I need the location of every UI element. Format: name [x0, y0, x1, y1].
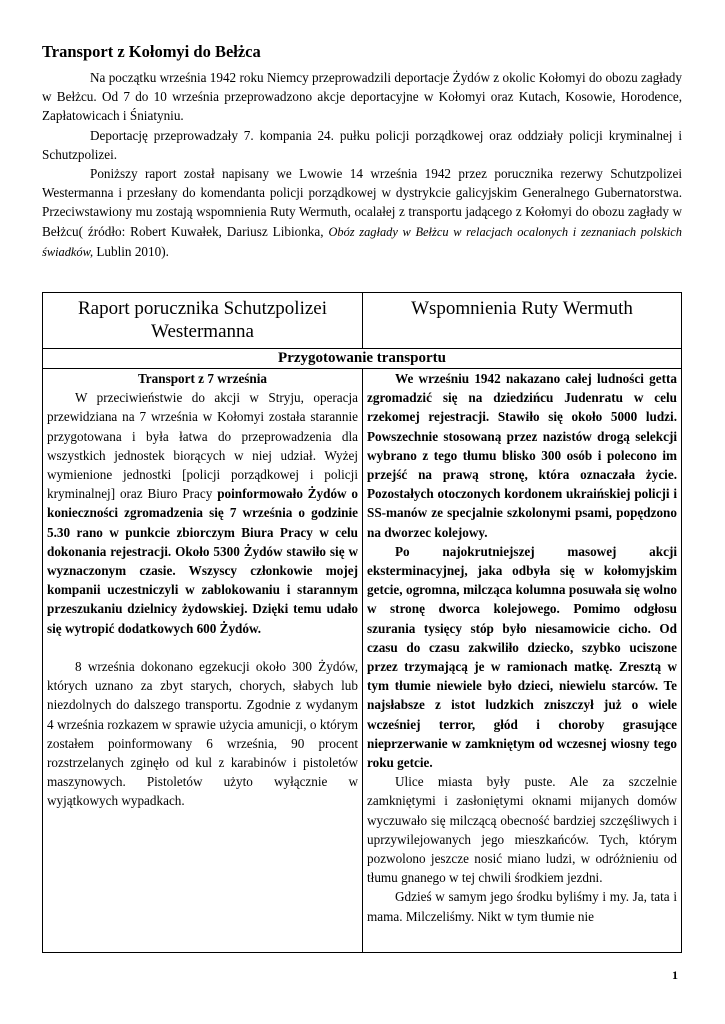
memoir-paragraph-1: [367, 369, 677, 542]
intro-paragraph-3-tail: Lublin 2010).: [93, 243, 169, 259]
report-paragraph-2: 8 września dokonano egzekucji około 300 Żydów, których uznano za zbyt starych, chorych, słabych lub niezdolnych do dalszego transportu. Zgodnie z wydanym 4 września rozkazem w sprawie użycia amunicji, o którym zostałem poinformowany 6 września, 90 procent rozstrzelanych zginęło od kul z karabinów i pistoletów maszynowych. Pistoletów użyto wyłącznie w wyjątkowych wypadkach.: [47, 659, 358, 809]
report-paragraph-1-normal: W przeciwieństwie do akcji w Stryju, operacja przewidziana na 7 września w Kołomyi została starannie przygotowana i była łatwa do przeprowadzenia dla wszystkich jednostek biorących w niej udział. Wyżej wymienione jednostki [policji porządkowej i policji kryminalnej] oraz Biuro Pracy: [47, 390, 358, 502]
section-title: Przygotowanie transportu: [43, 349, 682, 369]
report-text: [47, 369, 358, 952]
memoir-text: [367, 369, 677, 952]
column-header-report: Raport porucznika Schutzpolizei Westermanna: [43, 293, 363, 349]
intro-paragraph-3-main: Poniższy raport został napisany we Lwowie 14 września 1942 przez porucznika rezerwy Schutzpolizei Westermanna i przesłany do komendanta policji porządkowej w dystrykcie galicyjskim Generalnego Gubernatorstwa. Przeciwstawiony mu zostają wspomnienia Ruty Wermuth, ocalałej z transportu jadącego z Kołomyi do obozu zagłady w Bełżcu( źródło: Robert Kuwałek, Dariusz Libionka,: [42, 166, 682, 239]
intro-paragraph-3: [42, 164, 682, 262]
memoir-paragraph-3: Ulice miasta były puste. Ale za szczelnie zamkniętymi i zasłoniętymi oknami mijanych domów wyczuwało się milczącą obecność bardziej szczęśliwych i uprzywilejowanych jego mieszkańców. Tych, którym pozwolono jeszcze nosić miano ludzi, w odróżnieniu od tłumu gnanego w tej chwili środkiem jezdni.: [367, 774, 677, 886]
source-book-title: Obóz zagłady w Bełżcu w relacjach ocalonych i zeznaniach polskich świadków,: [42, 224, 682, 259]
report-column: [43, 369, 363, 953]
spacer: [47, 638, 358, 657]
intro-paragraph-1: Na początku września 1942 roku Niemcy przeprowadzili deportacje Żydów z okolic Kołomyi do obozu zagłady w Bełżcu. Od 7 do 10 września przeprowadzono akcje deportacyjne w Kołomyi oraz Kutach, Kosowie, Horodence, Zapłatowicach i Śniatyniu.: [42, 70, 682, 124]
memoir-column: [363, 369, 682, 953]
memoir-paragraph-1-bold: We wrześniu 1942 nakazano całej ludności getta zgromadzić się na dziedzińcu Judenratu w celu rzekomej rejestracji. Stawiło się około 5000 ludzi. Powszechnie stosowaną przez nazistów drogą selekcji wybrano z tego tłumu blisko 300 osób i polecono im przejść na prawą stronę, która oznaczała życie. Pozostałych otoczonych kordonem ukraińskiej policji i SS-manów ze specjalnie szkolonymi psami, popędzono na dworzec kolejowy.: [367, 371, 677, 540]
comparison-table: [42, 292, 682, 953]
memoir-paragraph-4: Gdzieś w samym jego środku byliśmy i my. Ja, tata i mama. Milczeliśmy. Nikt w tym tłumie nie: [367, 889, 677, 924]
intro-section: [42, 68, 682, 262]
document-title: Transport z Kołomyi do Bełżca: [42, 42, 261, 61]
intro-paragraph-2: Deportację przeprowadzały 7. kompania 24. pułku policji porządkowej oraz oddziały policji kryminalnej i Schutzpolizei.: [42, 127, 682, 162]
section-row: [43, 349, 682, 369]
report-paragraph-1: [47, 388, 358, 638]
table-body-row: [43, 369, 682, 953]
memoir-paragraph-2-bold: Po najokrutniejszej masowej akcji eksterminacyjnej, jaka odbyła się w kołomyjskim getcie, ogromna, milcząca kolumna posuwała się wolno w stronę dworca kolejowego. Pomimo odgłosu szurania tysięcy stóp było niesamowicie cicho. Od czasu do czasu zakwiliło dziecko, szybko uciszone przez trzymającą je w ramionach matkę. Zresztą w tym tłumie niewiele było dzieci, niewielu starców. Te najsłabsze z istot ludzkich zniszczył już o wiele wcześniej terror, głód i choroby grasujące nieprzerwanie w zamkniętym od wczesnej wiosny tego roku getcie.: [367, 543, 677, 771]
column-header-memoir: Wspomnienia Ruty Wermuth: [363, 293, 682, 349]
report-paragraph-1-bold: poinformowało Żydów o konieczności zgromadzenia się 7 września o godzinie 5.30 rano w punkcie zbiorczym Biura Pracy w celu dokonania rejestracji. Około 5300 Żydów stawiło się w wyznaczonym czasie. Wszyscy członkowie mojej kompanii uczestniczyli w zablokowaniu i starannym przeszukaniu dzielnicy żydowskiej. Dzięki temu udało się wytropić dodatkowych 600 Żydów.: [47, 486, 358, 636]
page-number: 1: [672, 968, 678, 982]
report-subtitle: Transport z 7 września: [137, 371, 268, 386]
memoir-paragraph-2: [367, 542, 677, 772]
table-header-row: [43, 293, 682, 349]
